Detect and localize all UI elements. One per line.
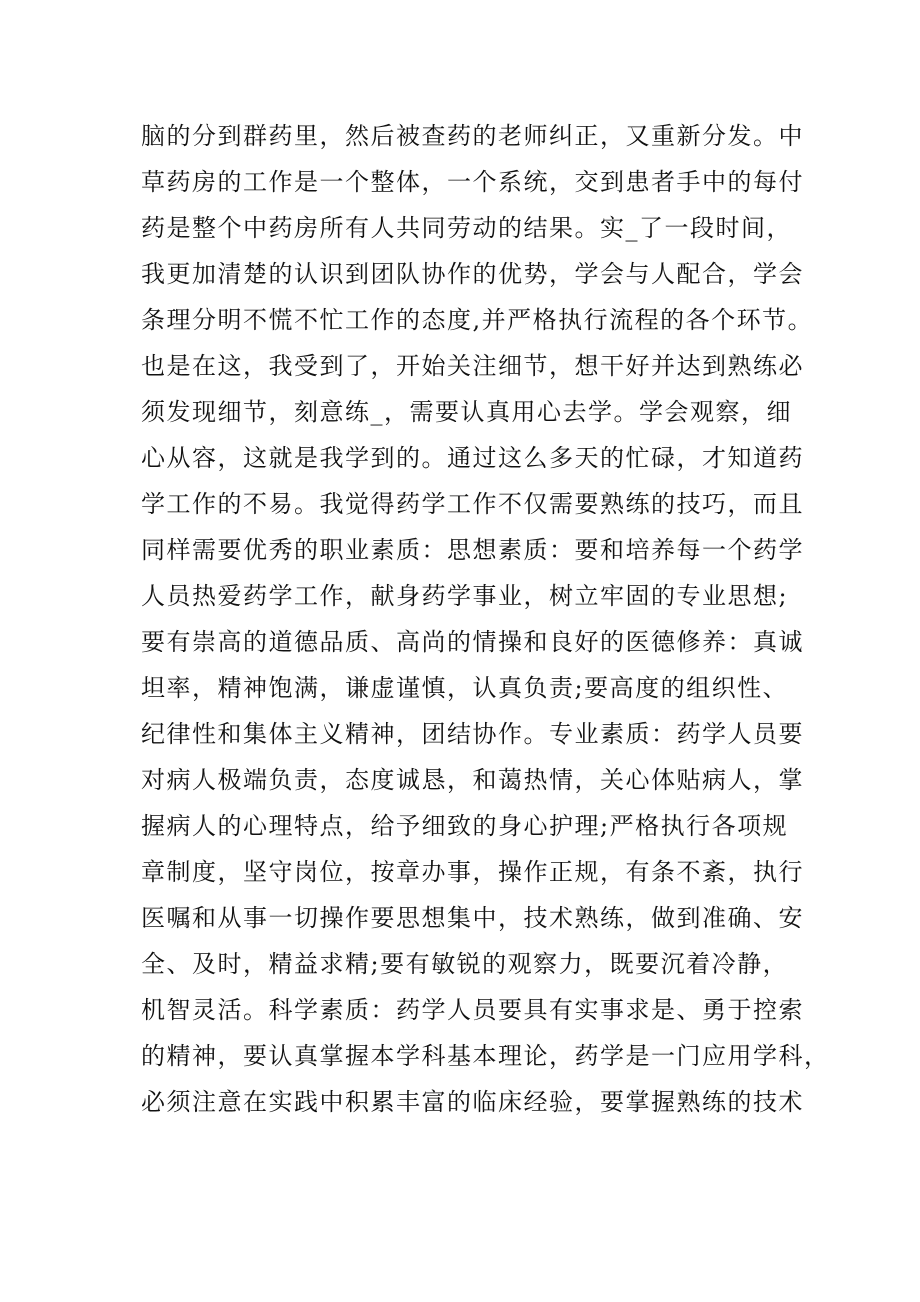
text-line: 纪律性和集体主义精神，团结协作。专业素质：药学人员要 <box>141 720 804 748</box>
text-line: 机智灵活。科学素质：药学人员要具有实事求是、勇于控索 <box>141 996 804 1024</box>
text-line: 医嘱和从事一切操作要思想集中，技术熟练，做到准确、安 <box>141 904 804 932</box>
text-line: 草药房的工作是一个整体，一个系统，交到患者手中的每付 <box>141 168 804 196</box>
body-text <box>141 113 830 1125</box>
text-line: 章制度，坚守岗位，按章办事，操作正规，有条不紊，执行 <box>141 858 804 886</box>
text-line: 的精神，要认真掌握本学科基本理论，药学是一门应用学科， <box>141 1042 830 1070</box>
text-line: 我更加清楚的认识到团队协作的优势，学会与人配合，学会 <box>141 260 804 288</box>
text-line: 脑的分到群药里，然后被查药的老师纠正，又重新分发。中 <box>141 122 804 150</box>
text-line: 学工作的不易。我觉得药学工作不仅需要熟练的技巧，而且 <box>141 490 804 518</box>
text-line: 必须注意在实践中积累丰富的临床经验，要掌握熟练的技术 <box>141 1088 804 1116</box>
text-line: 药是整个中药房所有人共同劳动的结果。实_了一段时间， <box>141 214 792 242</box>
text-line: 心从容，这就是我学到的。通过这么多天的忙碌，才知道药 <box>141 444 804 472</box>
text-line: 要有崇高的道德品质、高尚的情操和良好的医德修养：真诚 <box>141 628 804 656</box>
text-line: 同样需要优秀的职业素质：思想素质：要和培养每一个药学 <box>141 536 804 564</box>
text-line: 须发现细节，刻意练_，需要认真用心去学。学会观察，细 <box>141 398 792 426</box>
text-line: 也是在这，我受到了，开始关注细节，想干好并达到熟练必 <box>141 352 804 380</box>
text-line: 全、及时，精益求精;要有敏锐的观察力，既要沉着冷静， <box>141 950 789 978</box>
text-line: 条理分明不慌不忙工作的态度,并严格执行流程的各个环节。 <box>141 306 814 334</box>
text-line: 坦率，精神饱满，谦虚谨慎，认真负责;要高度的组织性、 <box>141 674 789 702</box>
text-line: 对病人极端负责，态度诚恳，和蔼热情，关心体贴病人，掌 <box>141 766 804 794</box>
text-line: 握病人的心理特点，给予细致的身心护理;严格执行各项规 <box>141 812 789 840</box>
text-line: 人员热爱药学工作，献身药学事业，树立牢固的专业思想; <box>141 582 789 610</box>
